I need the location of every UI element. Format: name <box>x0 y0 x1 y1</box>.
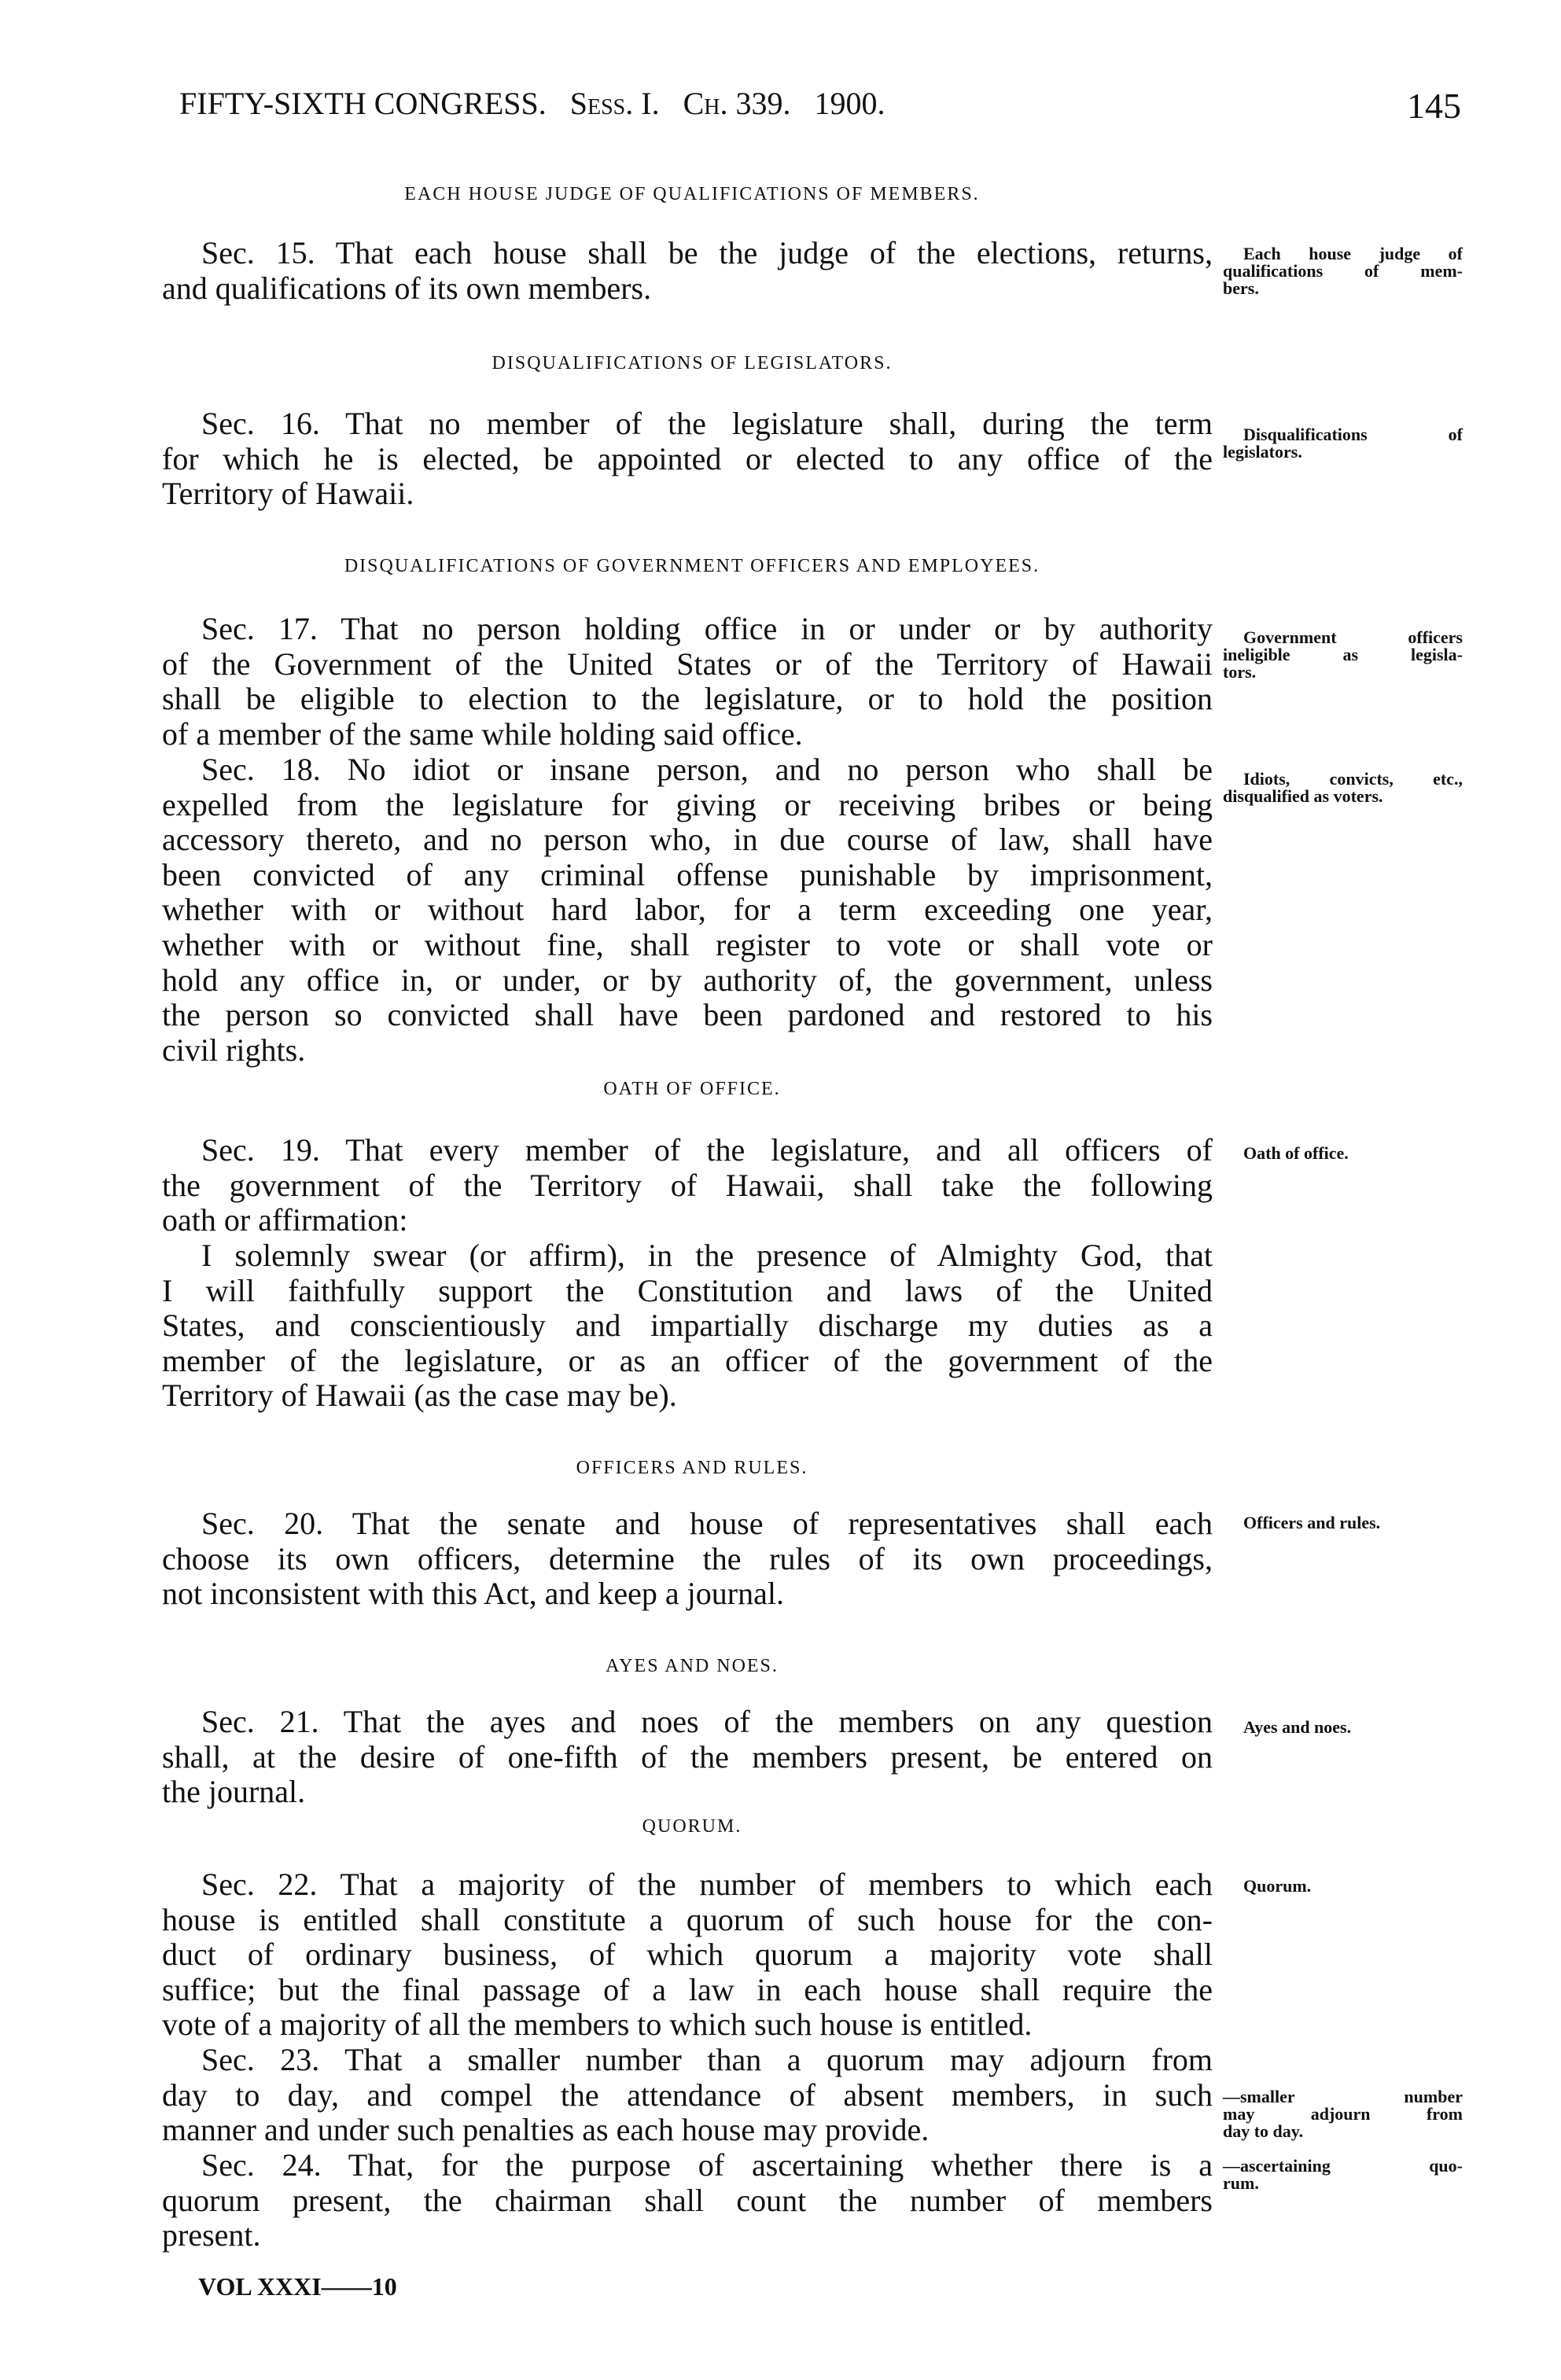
text-line: Territory of Hawaii (as the case may be). <box>162 1378 677 1414</box>
text-line: manner and under such penalties as each house may provide. <box>162 2112 930 2148</box>
margin-note-line: qualifications of mem- <box>1223 261 1463 281</box>
running-header <box>179 85 1461 126</box>
margin-note <box>1223 245 1463 297</box>
header-year: 1900. <box>814 86 885 121</box>
margin-note <box>1223 2088 1463 2140</box>
section-paragraph <box>162 1506 1213 1612</box>
margin-note-line: legislators. <box>1223 442 1302 462</box>
section-heading: DISQUALIFICATIONS OF LEGISLATORS. <box>491 353 893 373</box>
text-line: whether with or without fine, shall register to vote or shall vote or <box>162 926 1213 962</box>
text-line: for which he is elected, be appointed or elected to any office of the <box>162 440 1213 476</box>
text-line: States, and conscientiously and impartially discharge my duties as a <box>162 1308 1213 1344</box>
section-paragraph <box>162 236 1213 306</box>
section-heading: OFFICERS AND RULES. <box>576 1458 808 1478</box>
text-line: suffice; but the final passage of a law in each house shall require the <box>162 1971 1213 2007</box>
section-paragraph <box>162 752 1213 1068</box>
text-line: member of the legislature, or as an officer of the government of the <box>162 1342 1213 1378</box>
text-line: Sec. 16. That no member of the legislature shall, during the term <box>201 406 1213 441</box>
page-number: 145 <box>1407 86 1461 126</box>
section-heading: QUORUM. <box>642 1816 742 1837</box>
text-line: present. <box>162 2217 261 2253</box>
text-line: day to day, and compel the attendance of absent members, in such <box>162 2077 1213 2113</box>
text-line: Sec. 15. That each house shall be the judge of the elections, returns, <box>201 235 1213 270</box>
margin-note-line: —smaller number <box>1223 2087 1463 2106</box>
text-line: I will faithfully support the Constitution and laws of the United <box>162 1272 1213 1308</box>
margin-note <box>1223 1719 1463 1736</box>
margin-note <box>1223 771 1463 805</box>
text-line: Sec. 19. That every member of the legislature, and all officers of <box>201 1132 1213 1168</box>
text-line: the journal. <box>162 1774 306 1810</box>
text-line: choose its own officers, determine the rules of its own proceedings, <box>162 1540 1213 1576</box>
header-title: FIFTY-SIXTH CONGRESS. <box>179 86 547 121</box>
header-session: Sess. I. <box>569 86 660 121</box>
text-line: not inconsistent with this Act, and keep a journal. <box>162 1576 784 1612</box>
text-line: Sec. 22. That a majority of the number of members to which each <box>201 1867 1213 1902</box>
text-line: the government of the Territory of Hawaii, shall take the following <box>162 1167 1213 1203</box>
margin-note-line: day to day. <box>1223 2121 1304 2141</box>
section-paragraph <box>162 1238 1213 1414</box>
text-line: Sec. 21. That the ayes and noes of the members on any question <box>201 1704 1213 1739</box>
margin-note-line: Disqualifications of <box>1243 425 1463 444</box>
section-paragraph <box>162 1705 1213 1810</box>
margin-note <box>1223 426 1463 461</box>
section-paragraph <box>162 406 1213 512</box>
section-heading: DISQUALIFICATIONS OF GOVERNMENT OFFICERS AND EMPLOYEES. <box>344 556 1040 576</box>
text-line: vote of a majority of all the members to which such house is entitled. <box>162 2007 1033 2043</box>
text-line: Territory of Hawaii. <box>162 476 414 512</box>
signature-mark: VOL XXXI——10 <box>198 2272 397 2301</box>
text-line: of the Government of the United States or of the Territory of Hawaii <box>162 646 1213 682</box>
text-line: Sec. 23. That a smaller number than a quorum may adjourn from <box>201 2042 1213 2077</box>
text-line: Sec. 20. That the senate and house of representatives shall each <box>201 1506 1213 1541</box>
text-line: Sec. 18. No idiot or insane person, and no person who shall be <box>201 752 1213 787</box>
text-line: the person so convicted shall have been pardoned and restored to his <box>162 997 1213 1033</box>
text-line: and qualifications of its own members. <box>162 270 652 306</box>
text-line: whether with or without hard labor, for a term exceeding one year, <box>162 892 1213 928</box>
section-paragraph <box>162 2148 1213 2253</box>
margin-note-line: ineligible as legisla- <box>1223 645 1463 664</box>
margin-note <box>1223 2157 1463 2192</box>
text-line: Sec. 24. That, for the purpose of ascertaining whether there is a <box>201 2147 1213 2183</box>
margin-note-line: tors. <box>1223 662 1257 682</box>
text-line: duct of ordinary business, of which quorum a majority vote shall <box>162 1937 1213 1973</box>
margin-note-line: Oath of office. <box>1243 1143 1349 1163</box>
text-line: hold any office in, or under, or by authority of, the government, unless <box>162 962 1213 998</box>
margin-note-line: —ascertaining quo- <box>1223 2156 1463 2176</box>
text-line: oath or affirmation: <box>162 1202 408 1238</box>
text-line: expelled from the legislature for giving or receiving bribes or being <box>162 786 1213 822</box>
text-line: been convicted of any criminal offense punishable by imprisonment, <box>162 856 1213 892</box>
margin-note-line: Quorum. <box>1243 1876 1312 1896</box>
text-line: I solemnly swear (or affirm), in the presence of Almighty God, that <box>201 1238 1213 1273</box>
text-line: house is entitled shall constitute a quorum of such house for the con- <box>162 1901 1213 1937</box>
margin-note-line: Government officers <box>1243 627 1463 647</box>
section-paragraph <box>162 2043 1213 2148</box>
text-line: of a member of the same while holding said office. <box>162 715 803 752</box>
section-heading: OATH OF OFFICE. <box>603 1079 781 1099</box>
section-paragraph <box>162 1867 1213 2043</box>
header-chapter: Ch. 339. <box>683 86 791 121</box>
text-line: shall be eligible to election to the legislature, or to hold the position <box>162 681 1213 717</box>
margin-note-line: Ayes and noes. <box>1243 1717 1352 1737</box>
margin-note <box>1223 1514 1463 1532</box>
section-paragraph <box>162 612 1213 752</box>
margin-note-line: Idiots, convicts, etc., <box>1243 769 1463 789</box>
margin-note-line: may adjourn from <box>1223 2104 1463 2124</box>
margin-note-line: rum. <box>1223 2173 1259 2193</box>
text-line: civil rights. <box>162 1032 306 1068</box>
margin-note <box>1223 1145 1463 1162</box>
text-line: quorum present, the chairman shall count the number of members <box>162 2182 1213 2218</box>
margin-note-line: Each house judge of <box>1243 244 1463 263</box>
text-line: shall, at the desire of one-fifth of the members present, be entered on <box>162 1738 1213 1775</box>
margin-note <box>1223 1878 1463 1895</box>
text-line: accessory thereto, and no person who, in due course of law, shall have <box>162 822 1213 858</box>
margin-note <box>1223 629 1463 681</box>
text-line: Sec. 17. That no person holding office in or under or by authority <box>201 611 1213 646</box>
margin-note-line: Officers and rules. <box>1243 1513 1381 1532</box>
section-heading: EACH HOUSE JUDGE OF QUALIFICATIONS OF MEMBERS. <box>404 184 980 204</box>
section-heading: AYES AND NOES. <box>606 1656 779 1676</box>
margin-note-line: disqualified as voters. <box>1223 786 1383 806</box>
margin-note-line: bers. <box>1223 278 1259 298</box>
section-paragraph <box>162 1133 1213 1238</box>
